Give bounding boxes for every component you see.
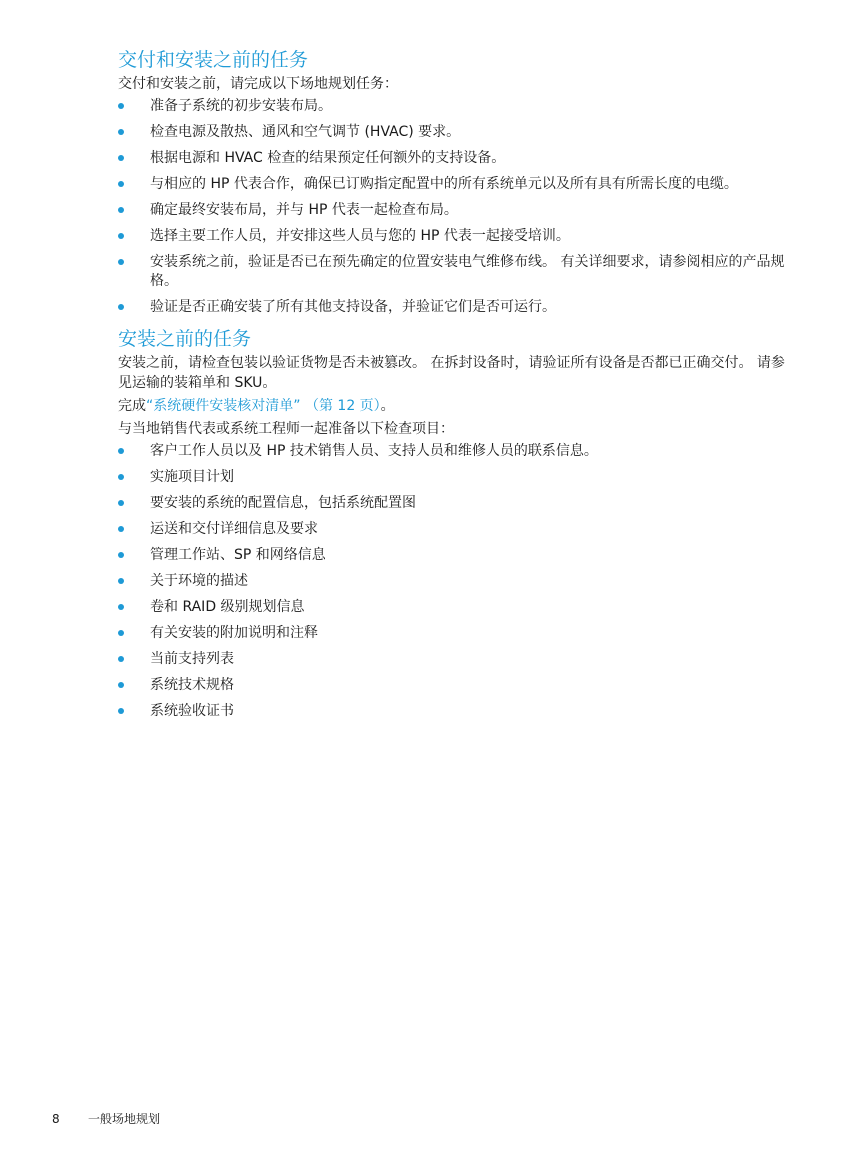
list-item-text: 有关安装的附加说明和注释 bbox=[150, 625, 318, 641]
bullet-icon bbox=[118, 233, 124, 239]
bullet-icon bbox=[118, 552, 124, 558]
list-item-text: 客户工作人员以及 HP 技术销售人员、支持人员和维修人员的联系信息。 bbox=[150, 443, 598, 459]
list-item-text: 验证是否正确安装了所有其他支持设备，并验证它们是否可运行。 bbox=[150, 299, 556, 315]
bullet-icon bbox=[118, 474, 124, 480]
list-item-text: 与相应的 HP 代表合作，确保已订购指定配置中的所有系统单元以及所有具有所需长度的电缆。 bbox=[150, 176, 738, 192]
checklist-suffix: 。 bbox=[380, 398, 395, 414]
bullet-icon bbox=[118, 708, 124, 714]
list-item-text: 确定最终安装布局，并与 HP 代表一起检查布局。 bbox=[150, 202, 458, 218]
bullet-icon bbox=[118, 304, 124, 310]
checklist-reference bbox=[118, 396, 796, 416]
list-item-text: 关于环境的描述 bbox=[150, 573, 248, 589]
list-item-text: 选择主要工作人员，并安排这些人员与您的 HP 代表一起接受培训。 bbox=[150, 228, 570, 244]
bullet-icon bbox=[118, 448, 124, 454]
list-item-text: 系统验收证书 bbox=[150, 703, 234, 719]
list-item bbox=[118, 650, 796, 669]
bullet-icon bbox=[118, 129, 124, 135]
list-item bbox=[118, 253, 796, 291]
section-heading-pre-installation: 安装之前的任务 bbox=[118, 328, 252, 350]
bullet-icon bbox=[118, 181, 124, 187]
list-item bbox=[118, 175, 796, 194]
list-item-text: 系统技术规格 bbox=[150, 677, 234, 693]
list-item bbox=[118, 201, 796, 220]
list-item bbox=[118, 572, 796, 591]
list-item bbox=[118, 624, 796, 643]
list-item-text: 要安装的系统的配置信息，包括系统配置图 bbox=[150, 495, 416, 511]
bullet-icon bbox=[118, 630, 124, 636]
bullet-icon bbox=[118, 526, 124, 532]
list-item bbox=[118, 520, 796, 539]
list-item bbox=[118, 298, 796, 317]
list-item bbox=[118, 494, 796, 513]
section-paragraph: 安装之前，请检查包装以验证货物是否未被篡改。 在拆封设备时，请验证所有设备是否都已正确交付。 请参见运输的装箱单和 SKU。 bbox=[118, 355, 785, 391]
section-heading-pre-delivery: 交付和安装之前的任务 bbox=[118, 49, 309, 71]
list-item bbox=[118, 227, 796, 246]
list-item-text: 实施项目计划 bbox=[150, 469, 234, 485]
section-intro: 交付和安装之前，请完成以下场地规划任务： bbox=[118, 76, 398, 92]
section-paragraph: 与当地销售代表或系统工程师一起准备以下检查项目： bbox=[118, 421, 454, 437]
list-item-text: 卷和 RAID 级别规划信息 bbox=[150, 599, 305, 615]
list-item-text: 准备子系统的初步安装布局。 bbox=[150, 98, 332, 114]
page-footer bbox=[52, 1110, 160, 1128]
list-item bbox=[118, 442, 796, 461]
check-items-list bbox=[118, 442, 796, 721]
list-item-text: 管理工作站、SP 和网络信息 bbox=[150, 547, 326, 563]
chapter-title: 一般场地规划 bbox=[88, 1112, 161, 1126]
page-content bbox=[118, 46, 796, 728]
list-item bbox=[118, 468, 796, 487]
bullet-icon bbox=[118, 604, 124, 610]
list-item-text: 检查电源及散热、通风和空气调节 (HVAC) 要求。 bbox=[150, 124, 461, 140]
list-item bbox=[118, 702, 796, 721]
bullet-icon bbox=[118, 500, 124, 506]
checklist-link[interactable]: “系统硬件安装核对清单” （第 12 页） bbox=[146, 398, 381, 414]
bullet-icon bbox=[118, 578, 124, 584]
list-item bbox=[118, 97, 796, 116]
bullet-icon bbox=[118, 682, 124, 688]
list-item-text: 运送和交付详细信息及要求 bbox=[150, 521, 318, 537]
list-item bbox=[118, 149, 796, 168]
pre-delivery-task-list bbox=[118, 97, 796, 317]
bullet-icon bbox=[118, 103, 124, 109]
bullet-icon bbox=[118, 155, 124, 161]
list-item-text: 安装系统之前，验证是否已在预先确定的位置安装电气维修布线。 有关详细要求，请参阅相应的产品规格。 bbox=[150, 254, 785, 289]
list-item bbox=[118, 123, 796, 142]
page-number: 8 bbox=[52, 1112, 60, 1126]
bullet-icon bbox=[118, 259, 124, 265]
list-item bbox=[118, 598, 796, 617]
list-item-text: 当前支持列表 bbox=[150, 651, 234, 667]
list-item bbox=[118, 546, 796, 565]
list-item bbox=[118, 676, 796, 695]
bullet-icon bbox=[118, 656, 124, 662]
list-item-text: 根据电源和 HVAC 检查的结果预定任何额外的支持设备。 bbox=[150, 150, 506, 166]
checklist-prefix: 完成 bbox=[118, 398, 146, 414]
bullet-icon bbox=[118, 207, 124, 213]
